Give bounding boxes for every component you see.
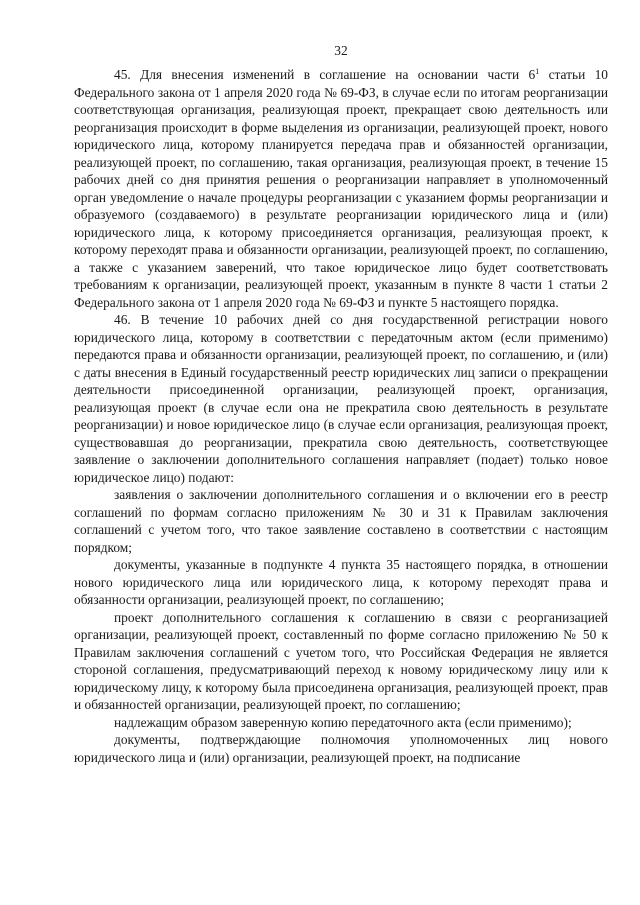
list-item-documents-subpoint-4: документы, указанные в подпункте 4 пункта 35 настоящего порядка, в отношении нового юридического лица или юридического лица, к которому переходят права и обязанности организации, реализующей проект, по соглашению;	[74, 557, 608, 607]
paragraph-46: 46. В течение 10 рабочих дней со дня государственной регистрации нового юридического лица, которому в соответствии с передаточным актом (если применимо) передаются права и обязанности организации, реализующей проект, по соглашению, и (или) с даты внесения в Единый государственный реестр юридических лиц записи о прекращении деятельности присоединенной организации, реализующей проект, организация, реализующая проект (в случае если она не прекратила свою деятельность в результате реорганизации) и новое юридическое лицо (в случае если организация, реализующая проект, существовавшая до реорганизации, прекратила свою деятельность, соответствующее заявление о заключении дополнительного соглашения направляет (подает) только новое юридическое лицо) подают:	[74, 312, 608, 485]
list-item-draft-supplementary-agreement: проект дополнительного соглашения к соглашению в связи с реорганизацией организации, реализующей проект, составленный по форме согласно приложению № 50 к Правилам заключения соглашений с учетом того, что Российская Федерация не является стороной соглашения, предусматривающий переход к новому юридическому лицу или к юридическому лицу, к которому была присоединена организация, реализующей проект, прав и обязанностей организации, реализующей проект, по соглашению;	[74, 609, 608, 712]
paragraph-45-text-before: 45. Для внесения изменений в соглашение на основании части 6	[114, 67, 536, 82]
list-item-transfer-act-copy: надлежащим образом заверенную копию передаточного акта (если применимо);	[114, 714, 572, 730]
list-item-authority-documents: документы, подтверждающие полномочия уполномоченных лиц нового юридического лица и (или) организации, реализующей проект, на подписание	[74, 732, 608, 765]
list-item-applications: заявления о заключении дополнительного соглашения и о включении его в реестр соглашений по формам согласно приложениям № 30 и 31 к Правилам заключения соглашений с учетом того, что такое заявление составлено в соответствии с настоящим порядком;	[74, 487, 608, 555]
superscript-marker: 1	[535, 67, 540, 76]
page-number: 32	[334, 43, 348, 58]
paragraph-45	[74, 66, 608, 311]
paragraph-45-text-after: статьи 10 Федерального закона от 1 апреля 2020 года № 69-ФЗ, в случае если по итогам реорганизации соответствующая организация, реализующая проект, прекращает свою деятельность или реорганизация происходит в форме выделения из организации, реализующей проект, нового юридического лица, которому планируется передача прав и обязанностей организации, реализующей проект, по соглашению, такая организация, реализующая проект, в течение 15 рабочих дней со дня принятия решения о реорганизации направляет в уполномоченный орган уведомление о начале процедуры реорганизации с указанием формы реорганизации и образуемого (создаваемого) в результате реорганизации юридического лица и (или) юридического лица, к которому присоединяется организация, реализующая проект, к которому переходят права и обязанности организации, реализующей проект, по соглашению, а также с указанием заверений, что такое юридическое лицо будет соответствовать требованиям к организации, реализующей проект, указанным в пункте 8 части 1 статьи 2 Федерального закона от 1 апреля 2020 года № 69-ФЗ и пункте 5 настоящего порядка.	[74, 67, 608, 310]
document-body	[74, 66, 608, 766]
